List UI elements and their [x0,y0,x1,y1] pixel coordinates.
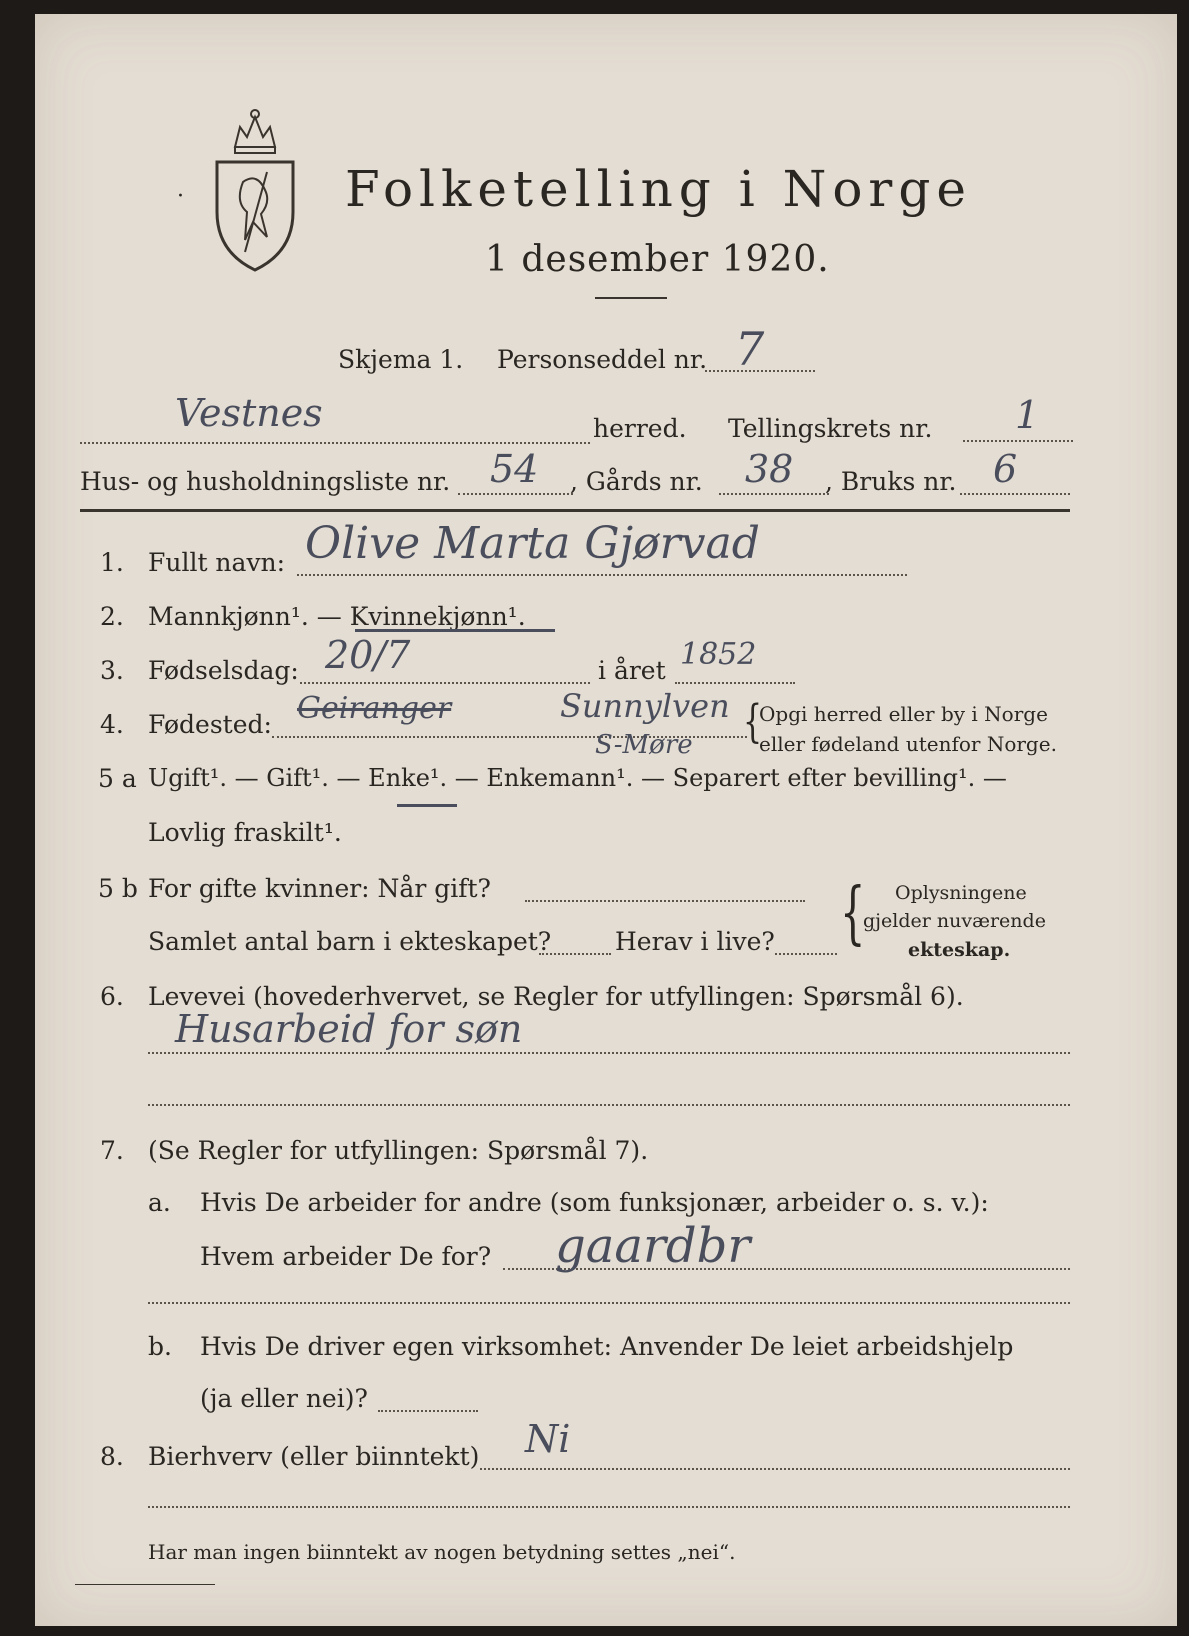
q4-struck-value: Geiranger [297,691,452,726]
q5a-number: 5 a [98,764,137,793]
tellingskrets-value[interactable]: 1 [1015,393,1040,437]
census-form-sheet [35,14,1177,1626]
q5b-line [525,900,805,902]
tellingskrets-label: Tellingskrets nr. [728,414,933,443]
q5b-brace: { [840,874,866,954]
footer-note: Har man ingen biinntekt av nogen betydning settes „nei“. [148,1540,736,1564]
q3-number: 3. [100,656,124,685]
q7a-line-2 [148,1302,1070,1304]
q8-label: Bierhverv (eller biinntekt) [148,1442,480,1471]
title-divider [595,297,667,299]
personseddel-label: Personseddel nr. [497,345,708,374]
q4-sub-value[interactable]: S-Møre [595,730,693,760]
q4-value[interactable]: Sunnylven [560,687,730,725]
q1-value[interactable]: Olive Marta Gjørvad [305,518,760,569]
husliste-label: Hus- og husholdningsliste nr. [80,467,451,496]
bruks-line [960,493,1070,495]
q6-label: Levevei (hovederhvervet, se Regler for utfyllingen: Spørsmål 6). [148,982,964,1011]
herred-value[interactable]: Vestnes [175,391,323,435]
q5b-number: 5 b [98,874,138,903]
footnote-rule [75,1584,215,1585]
q7b-number: b. [148,1332,172,1361]
q5b-label-2: Samlet antal barn i ekteskapet? [148,927,552,956]
herred-label: herred. [593,414,687,443]
q5b-line-2 [539,953,611,955]
personseddel-value[interactable]: 7 [735,322,765,376]
bruks-value[interactable]: 6 [993,447,1018,491]
q4-label: Fødested: [148,710,272,739]
q3-line [300,682,590,684]
q5a-underline-mark [397,804,457,807]
q3-year-value[interactable]: 1852 [680,637,757,672]
header-rule [80,509,1070,512]
coat-of-arms-icon [205,102,305,272]
q7a-number: a. [148,1188,171,1217]
q4-number: 4. [100,710,124,739]
gards-label: , Gårds nr. [570,467,703,496]
q5a-label: Ugift¹. — Gift¹. — Enke¹. — Enkemann¹. — Separert efter bevilling¹. — [148,764,1007,792]
q5b-note-1: Oplysningene [895,882,1027,904]
q7-number: 7. [100,1136,124,1165]
gards-line [719,493,829,495]
husliste-value[interactable]: 54 [490,447,539,491]
q7-label: (Se Regler for utfyllingen: Spørsmål 7). [148,1136,649,1165]
q4-note-2: eller fødeland utenfor Norge. [759,732,1057,756]
q5b-label: For gifte kvinner: Når gift? [148,874,491,903]
q2-underline-mark [355,629,555,632]
q8-value[interactable]: Ni [525,1417,571,1461]
dot-mark: · [177,184,184,209]
q7a-label-2: Hvem arbeider De for? [200,1242,492,1271]
herred-line [80,442,590,444]
q2-label: Mannkjønn¹. — Kvinnekjønn¹. [148,602,526,631]
q5b-line-3 [775,953,837,955]
husliste-line [458,493,573,495]
q4-note-1: Opgi herred eller by i Norge [759,702,1048,726]
q3-year-label: i året [598,656,666,685]
q6-value[interactable]: Husarbeid for søn [175,1007,523,1051]
q7a-value[interactable]: gaardbr [555,1218,751,1274]
q2-number: 2. [100,602,124,631]
q3-value[interactable]: 20/7 [325,633,411,677]
q1-line [297,574,907,576]
q1-label: Fullt navn: [148,548,286,577]
tellingskrets-line [963,440,1073,442]
q1-number: 1. [100,548,124,577]
q4-brace: { [743,696,763,749]
q3-year-line [675,682,795,684]
q7b-label-2: (ja eller nei)? [200,1384,368,1413]
q7b-line [378,1410,478,1412]
q6-line-2 [148,1104,1070,1106]
q6-line [148,1052,1070,1054]
q5b-label-3: Herav i live? [615,927,775,956]
q7a-label: Hvis De arbeider for andre (som funksjonær, arbeider o. s. v.): [200,1188,989,1217]
q5b-note-3: ekteskap. [908,939,1011,961]
skjema-label: Skjema 1. [338,345,464,374]
q8-line [480,1468,1070,1470]
q3-label: Fødselsdag: [148,656,299,685]
q6-number: 6. [100,982,124,1011]
q5b-note-2: gjelder nuværende [863,910,1046,932]
form-title: Folketelling i Norge [345,160,972,218]
gards-value[interactable]: 38 [745,447,794,491]
bruks-label: , Bruks nr. [825,467,957,496]
q8-number: 8. [100,1442,124,1471]
census-date: 1 desember 1920. [485,239,830,280]
q5a-label-2: Lovlig fraskilt¹. [148,818,342,847]
q8-line-2 [148,1506,1070,1508]
q7b-label: Hvis De driver egen virksomhet: Anvender De leiet arbeidshjelp [200,1332,1014,1361]
